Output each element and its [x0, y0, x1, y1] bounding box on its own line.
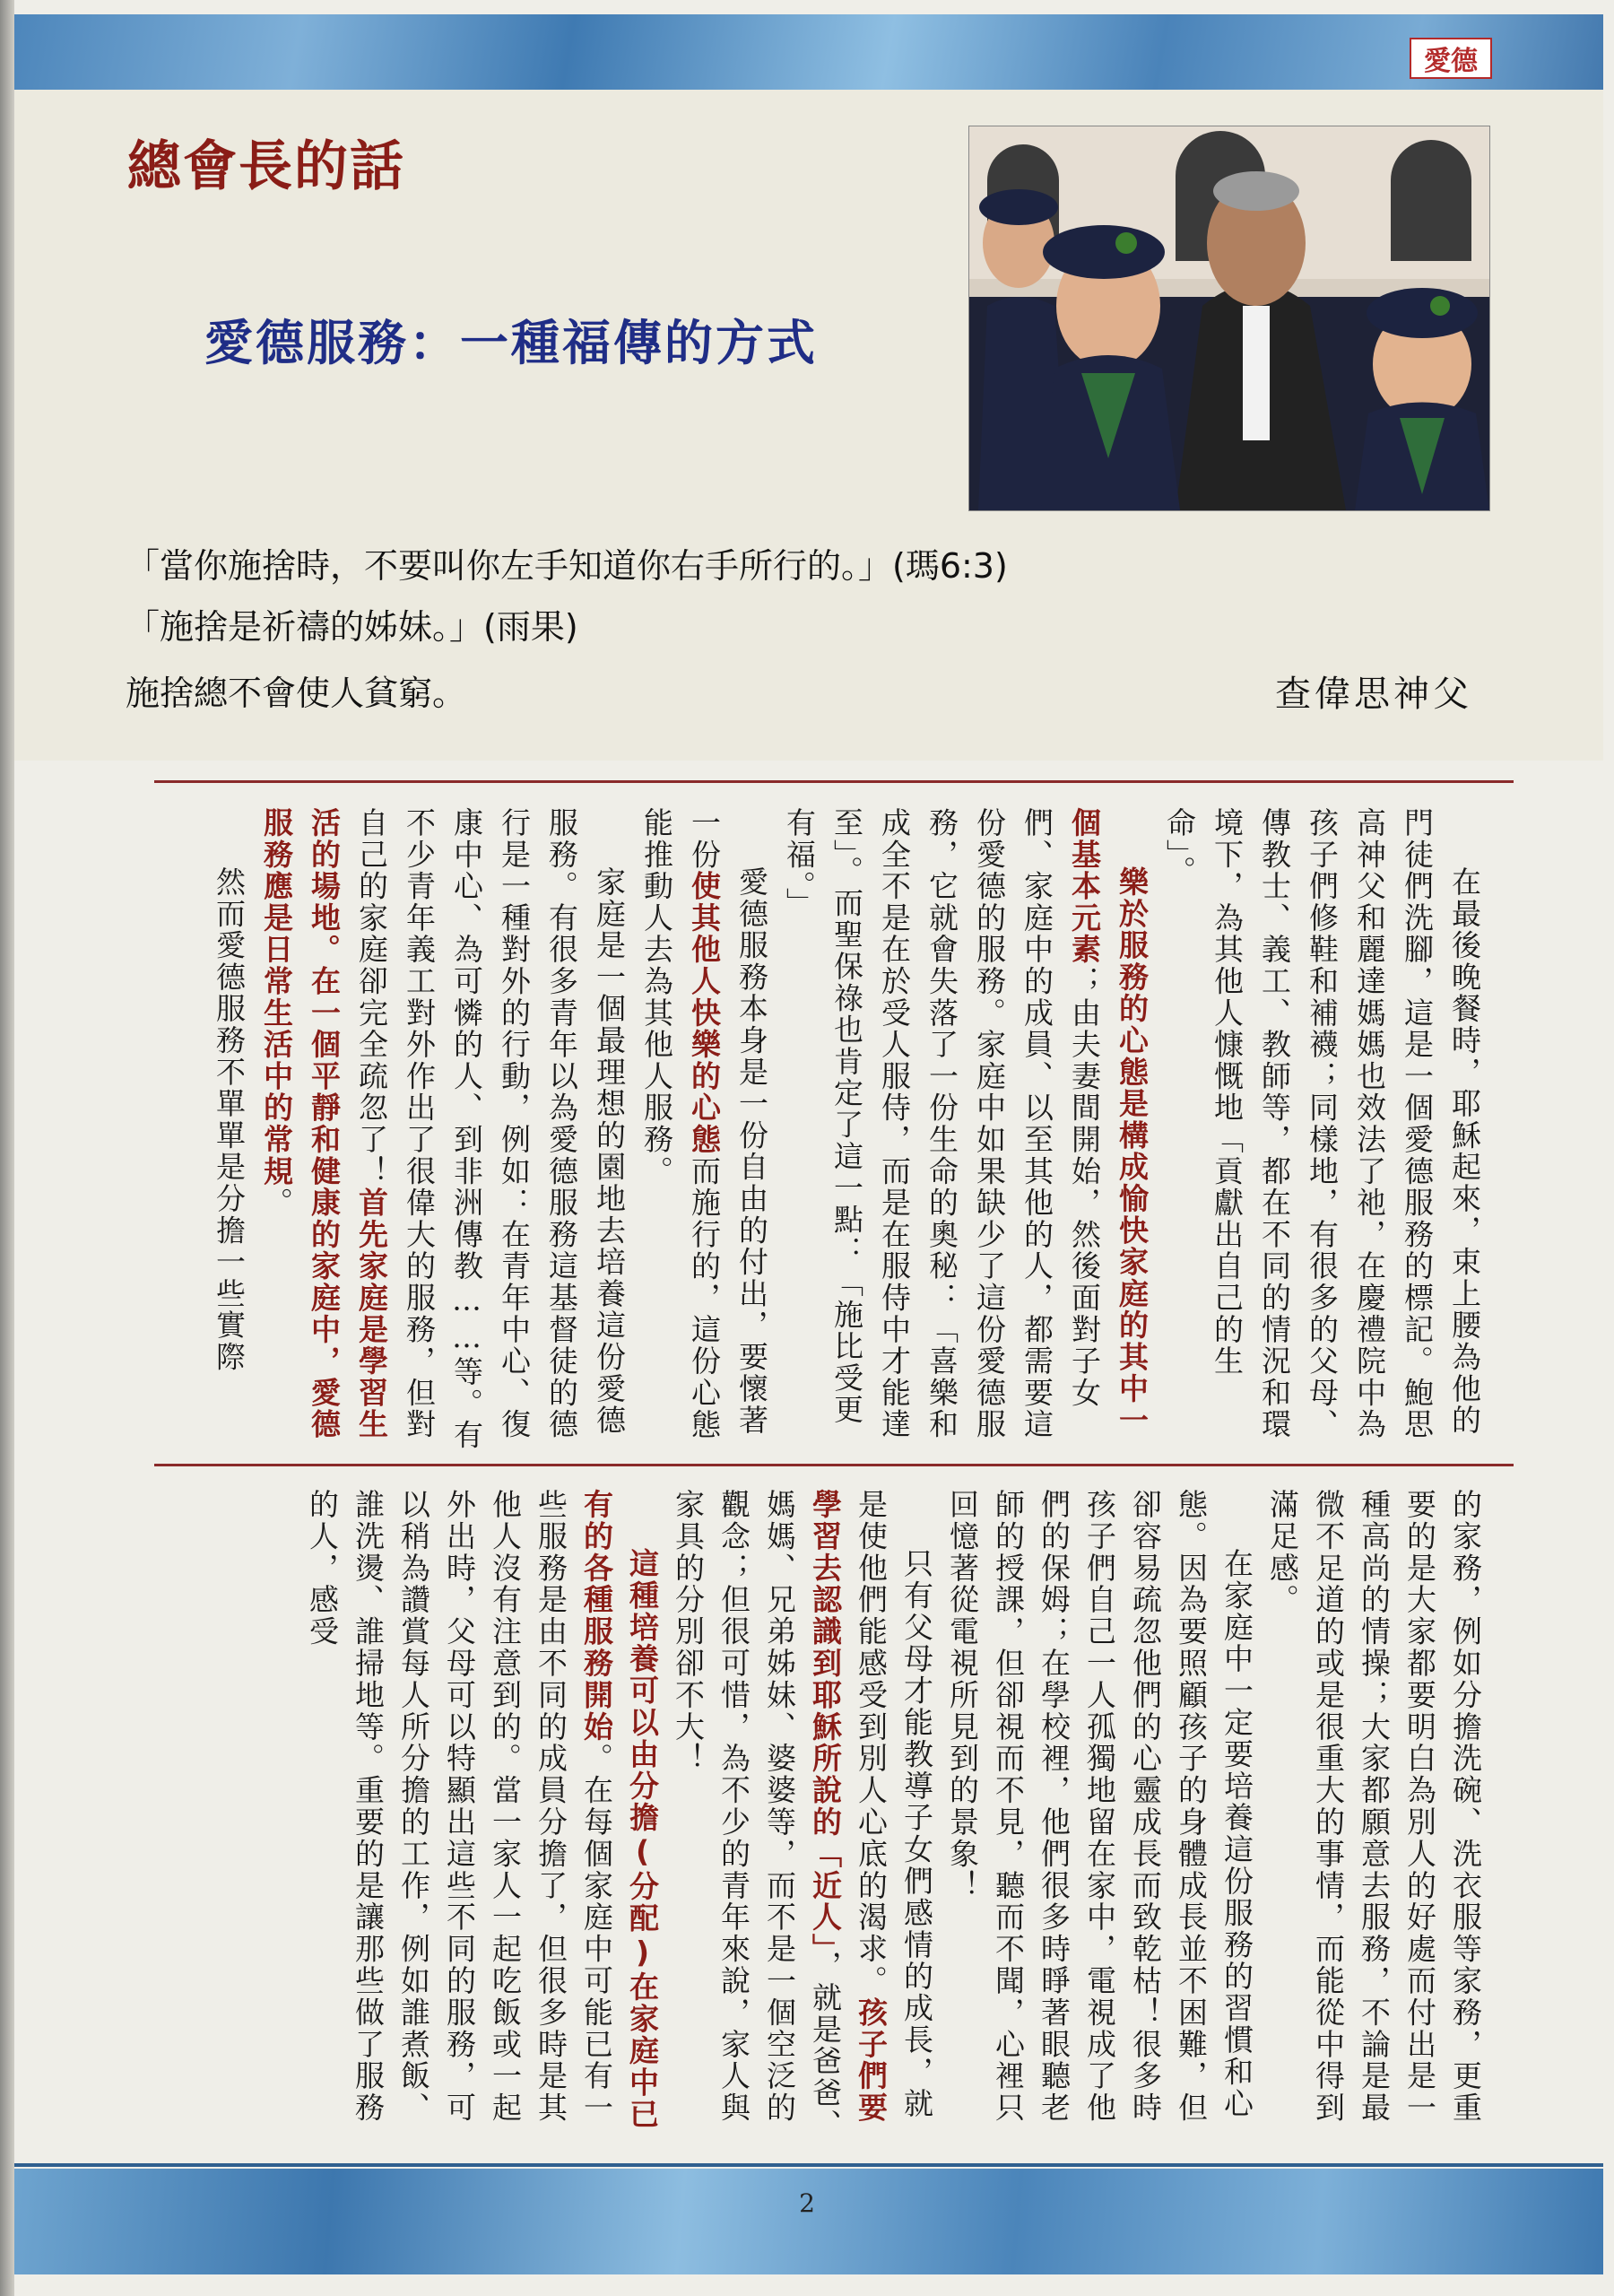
- highlight-happy-family: 樂於服務的心態是構成愉快家庭的其中一個基本元素: [1067, 807, 1150, 1437]
- bottom-band-line: [14, 2163, 1603, 2167]
- paragraph-1: 在最後晚餐時，耶穌起來，束上腰為他的門徒們洗腳，這是一個愛德服務的標記。鮑思高神父和麗達媽媽也效法了祂，在慶禮院中為孩子們修鞋和補襪；同樣地，有很多的父母、傳教士、義工、教師等，都在不同的情況和環境下，為其他人慷慨地「貢獻出自己的生命」。: [1162, 807, 1482, 1440]
- highlight-make-others-happy: 使其他人快樂的心態: [687, 870, 722, 1156]
- article-title: 愛德服務：一種福傳的方式: [204, 315, 818, 371]
- highlight-share-chores: 這種培養可以由分擔(分配)在家庭中已有的各種服務開始: [579, 1489, 660, 2131]
- author-signature: 查偉思神父: [1275, 674, 1472, 715]
- paragraph-3: 愛德服務本身是一份自由的付出，要懷著一份使其他人快樂的心態而施行的，這份心態能推動人去為其他人服務。: [639, 807, 769, 1441]
- photo-illustration: [969, 126, 1489, 510]
- section-tag: 愛德: [1410, 38, 1492, 79]
- paragraph-5: 然而愛德服務不單單是分擔一些實際: [212, 866, 247, 1373]
- top-decorative-band: [14, 14, 1603, 90]
- article-body-upper: [154, 807, 1488, 1453]
- paragraph-7: 在家庭中一定要培養這份服務的習慣和心態。因為要照顧孩子的身體成長並不困難，但卻容易疏忽他們的心靈成長而致乾枯！很多時孩子們自己一人孤獨地留在家中，電視成了他們的保姆；在學校裡，他們很多時睜著眼聽老師的授課，但卻視而不見，聽而不聞，心裡只回憶著從電視所見到的景象！: [945, 1489, 1254, 2124]
- page-number: 2: [799, 2188, 815, 2218]
- quote-almsgiving: 施捨總不會使人貧窮。: [126, 674, 467, 713]
- top-divider: [154, 780, 1514, 783]
- paragraph-4: 家庭是一個最理想的園地去培養這份愛德服務。有很多青年以為愛德服務這基督徒的德行是一種對外的行動，例如：在青年中心、復康中心、為可憐的人、到非洲傳教……等。有不少青年義工對外作出了很偉大的服務，但對自己的家庭卻完全疏忽了！首先家庭是學習生活的場地。在一個平靜和健康的家庭中，愛德服務應是日常生活中的常規。: [259, 807, 627, 1451]
- highlight-neighbour: 孩子們要學習去認識到耶穌所說的「近人」: [808, 1489, 889, 2125]
- binding-spine: [0, 0, 14, 2296]
- bottom-decorative-band: [14, 2169, 1603, 2274]
- quote-hugo: 「施捨是祈禱的姊妹。」(雨果): [126, 607, 578, 647]
- paragraph-8: 只有父母才能教導子女們感情的成長，就是使他們能感受到別人心底的渴求。孩子們要學習去認識到耶穌所說的「近人」，就是爸爸、媽媽、兄弟姊妹、婆婆等，而不是一個空泛的觀念；但很可惜，為不少的青年來說，家人與家具的分別卻不大！: [671, 1489, 934, 2141]
- paragraph-2: 樂於服務的心態是構成愉快家庭的其中一個基本元素；由夫妻間開始，然後面對子女們、家庭中的成員、以至其他的人，都需要這份愛德的服務。家庭中如果缺少了這份愛德服務，它就會失落了一份生命的奧秘：「喜樂和成全不是在於受人服侍，而是在服侍中才能達至」。而聖保祿也肯定了這一點：「施比受更有福。」: [782, 807, 1150, 1440]
- quote-matthew: 「當你施捨時，不要叫你左手知道你右手所行的。」(瑪6:3): [126, 546, 1008, 586]
- group-photo: [968, 126, 1490, 511]
- middle-divider: [154, 1464, 1514, 1466]
- highlight-family-school-of-life: 首先家庭是學習生活的場地。在一個平靜和健康的家庭中，愛德服務應是日常生活中的常規: [259, 807, 389, 1441]
- paragraph-9: 這種培養可以由分擔(分配)在家庭中已有的各種服務開始。在每個家庭中可能已有一些服務是由不同的成員分擔了，但很多時是其他人沒有注意到的。當一家人一起吃飯或一起外出時，父母可以特顯出這些不同的服務，可以稍為讚賞每人所分擔的工作，例如誰煮飯、誰洗燙、誰掃地等。重要的是讓那些做了服務的人，感受: [305, 1489, 660, 2131]
- paragraph-6: 的家務，例如分擔洗碗、洗衣服等家務，更重要的是大家都要明白為別人的好處而付出是一種高尚的情操；大家都願意去服務，不論是最微不足道的或是很重大的事情，而能從中得到滿足感。: [1265, 1489, 1483, 2124]
- article-body-lower: [154, 1489, 1488, 2144]
- column-title: 總會長的話: [127, 135, 405, 198]
